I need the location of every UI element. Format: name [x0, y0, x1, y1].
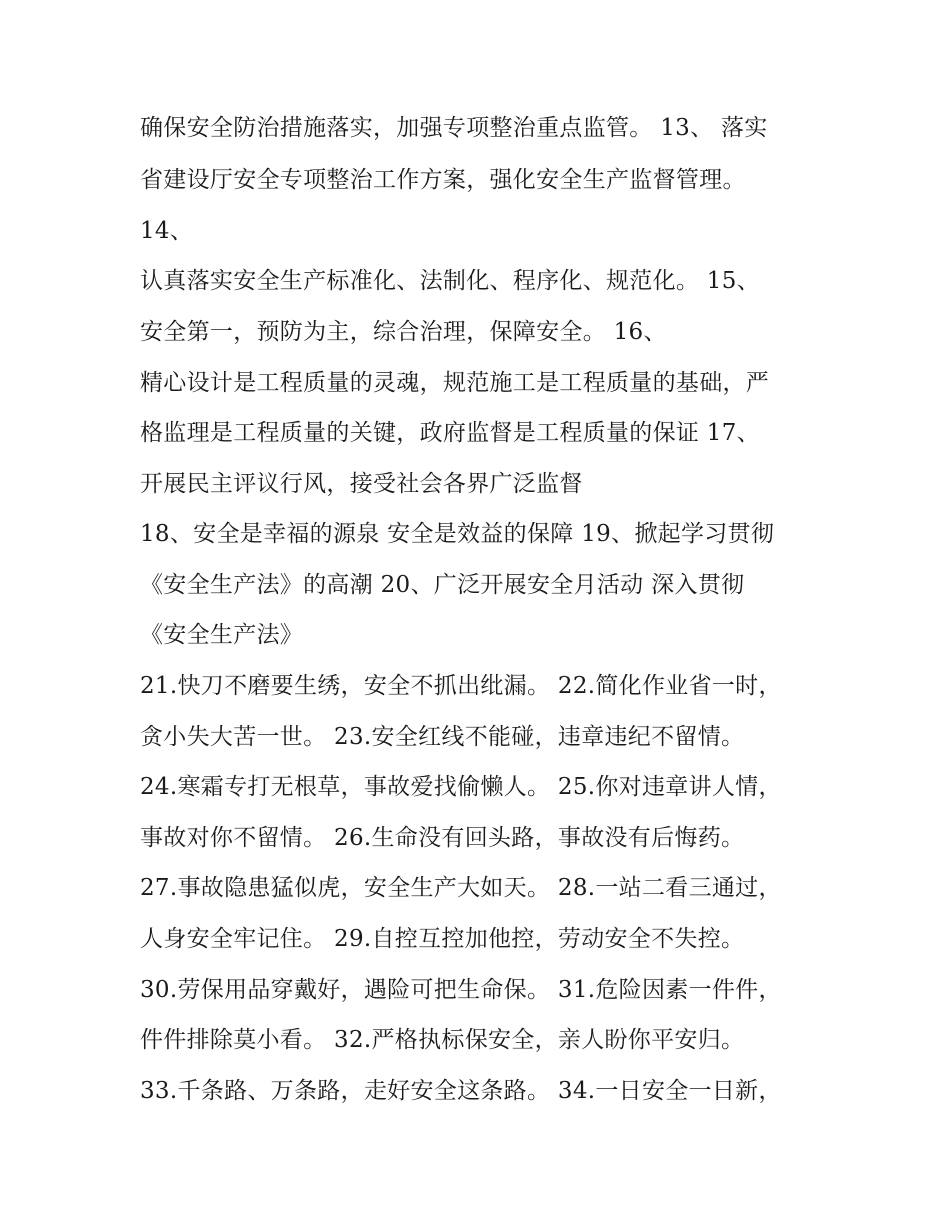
text-line: 认真落实安全生产标准化、法制化、程序化、规范化。 15、: [140, 268, 760, 294]
text-line: 精心设计是工程质量的灵魂，规范施工是工程质量的基础，严: [140, 370, 770, 396]
text-line: 《安全生产法》: [140, 622, 304, 648]
text-line: 24.寒霜专打无根草，事故爱找偷懒人。 25.你对违章讲人情，: [140, 774, 782, 800]
text-line: 14、: [140, 218, 194, 244]
text-line: 贪小失大苦一世。 23.安全红线不能碰，违章违纪不留情。: [140, 724, 745, 750]
text-line: 事故对你不留情。 26.生命没有回头路，事故没有后悔药。: [140, 825, 745, 851]
text-line: 开展民主评议行风，接受社会各界广泛监督: [140, 471, 583, 497]
text-line: 省建设厅安全专项整治工作方案，强化安全生产监督管理。: [140, 167, 746, 193]
text-line: 21.快刀不磨要生绣，安全不抓出纰漏。 22.简化作业省一时，: [140, 673, 782, 699]
text-line: 安全第一，预防为主，综合治理，保障安全。 16、: [140, 319, 667, 345]
text-line: 30.劳保用品穿戴好，遇险可把生命保。 31.危险因素一件件，: [140, 977, 782, 1003]
text-line: 33.千条路、万条路，走好安全这条路。 34.一日安全一日新，: [140, 1078, 782, 1104]
text-line: 格监理是工程质量的关键，政府监督是工程质量的保证 17、: [140, 420, 760, 446]
text-line: 《安全生产法》的高潮 20、广泛开展安全月活动 深入贯彻: [140, 572, 745, 598]
text-line: 人身安全牢记住。 29.自控互控加他控，劳动安全不失控。: [140, 926, 745, 952]
text-line: 18、安全是幸福的源泉 安全是效益的保障 19、掀起学习贯彻: [140, 521, 775, 547]
text-line: 确保安全防治措施落实，加强专项整治重点监管。 13、 落实: [140, 115, 768, 141]
text-line: 件件排除莫小看。 32.严格执标保安全，亲人盼你平安归。: [140, 1027, 745, 1053]
text-line: 27.事故隐患猛似虎，安全生产大如天。 28.一站二看三通过，: [140, 875, 782, 901]
